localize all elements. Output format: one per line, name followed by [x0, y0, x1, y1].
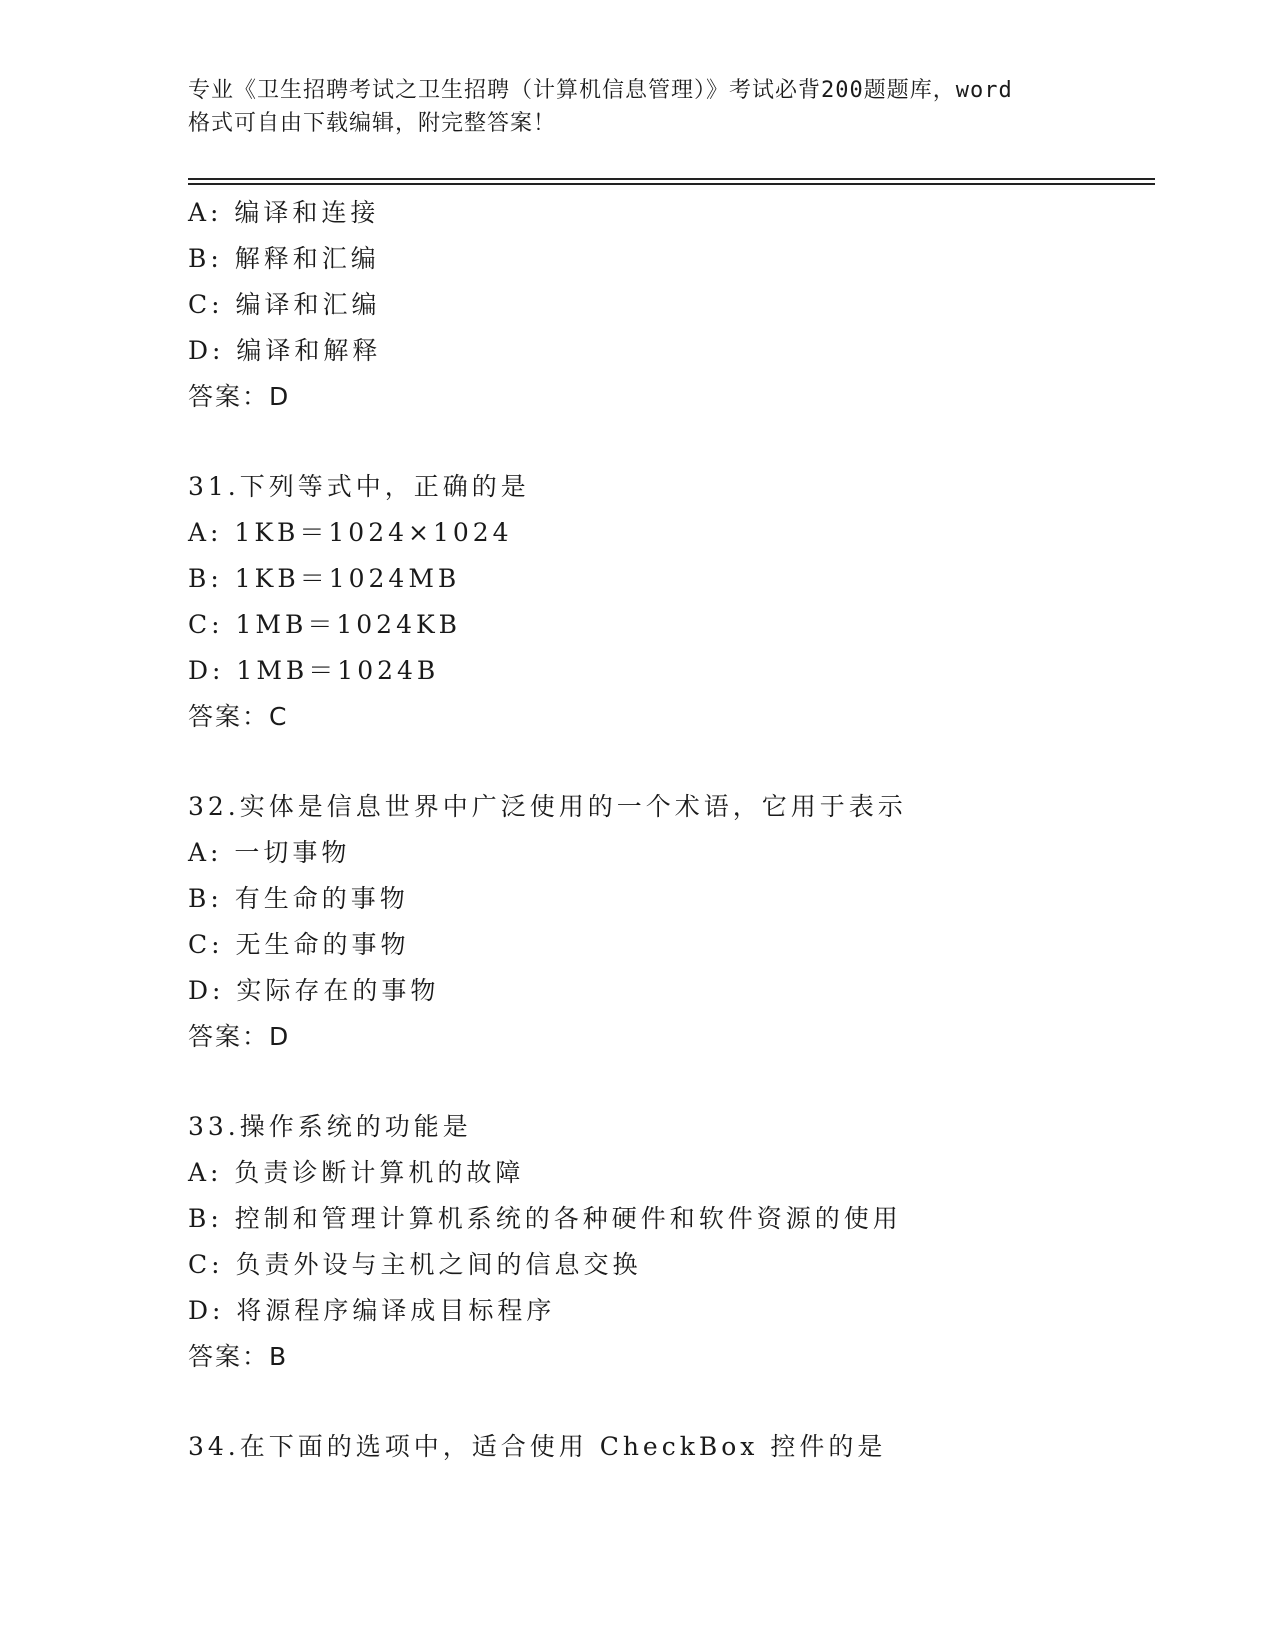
option-a: A: 1KB＝1024×1024	[188, 518, 513, 547]
option-c: C: 负责外设与主机之间的信息交换	[188, 1250, 642, 1279]
spacer	[188, 420, 1148, 464]
header-line-1: 专业《卫生招聘考试之卫生招聘（计算机信息管理）》考试必背200题题库，word	[188, 78, 1013, 103]
header-rule-top	[188, 178, 1155, 180]
option-d: D: 将源程序编译成目标程序	[188, 1296, 556, 1325]
option-d: D: 1MB＝1024B	[188, 656, 440, 685]
question-block-32	[188, 784, 1148, 1060]
question-list	[188, 190, 1148, 1470]
document-header	[188, 74, 1088, 140]
option-d: D: 实际存在的事物	[188, 976, 440, 1005]
option-b: B: 1KB＝1024MB	[188, 564, 461, 593]
question-text: 34.在下面的选项中，适合使用 CheckBox 控件的是	[188, 1432, 887, 1461]
question-block-31	[188, 464, 1148, 740]
header-rule-bottom	[188, 183, 1155, 185]
answer-line: 答案：C	[188, 702, 289, 731]
option-a: A: 编译和连接	[188, 198, 380, 227]
spacer	[188, 1060, 1148, 1104]
option-b: B: 解释和汇编	[188, 244, 380, 273]
option-c: C: 无生命的事物	[188, 930, 410, 959]
answer-line: 答案：B	[188, 1342, 289, 1371]
question-text: 31.下列等式中，正确的是	[188, 472, 530, 501]
spacer	[188, 740, 1148, 784]
option-b: B: 有生命的事物	[188, 884, 409, 913]
question-block-33	[188, 1104, 1148, 1380]
question-text: 32.实体是信息世界中广泛使用的一个术语，它用于表示	[188, 792, 907, 821]
option-d: D: 编译和解释	[188, 336, 382, 365]
option-b: B: 控制和管理计算机系统的各种硬件和软件资源的使用	[188, 1204, 902, 1233]
spacer	[188, 1380, 1148, 1424]
answer-line: 答案：D	[188, 382, 291, 411]
question-block-30	[188, 190, 1148, 420]
answer-line: 答案：D	[188, 1022, 291, 1051]
option-a: A: 负责诊断计算机的故障	[188, 1158, 525, 1187]
question-block-34	[188, 1424, 1148, 1470]
option-a: A: 一切事物	[188, 838, 351, 867]
option-c: C: 1MB＝1024KB	[188, 610, 462, 639]
question-text: 33.操作系统的功能是	[188, 1112, 472, 1141]
header-line-2: 格式可自由下载编辑，附完整答案！	[188, 111, 557, 136]
option-c: C: 编译和汇编	[188, 290, 381, 319]
